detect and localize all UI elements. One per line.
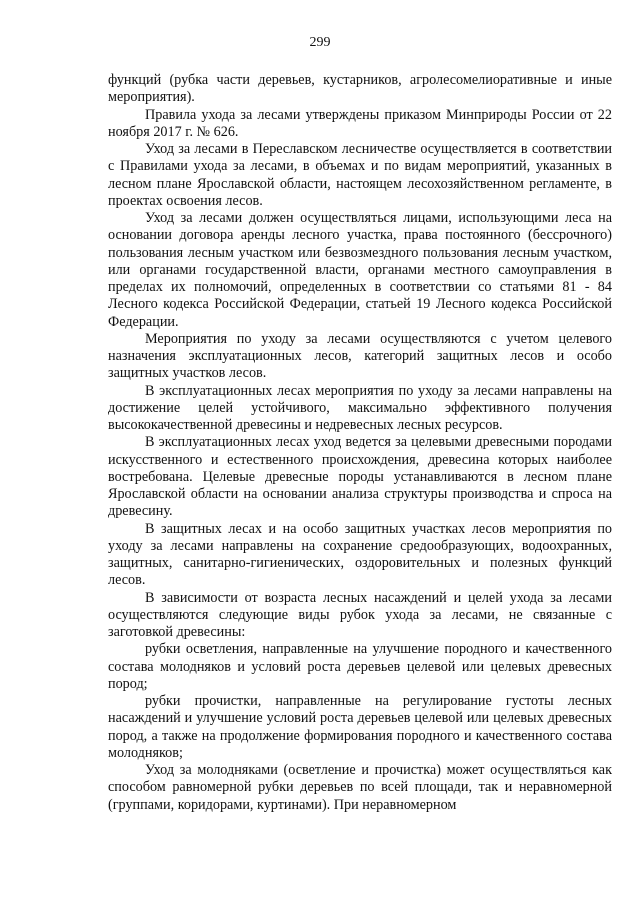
page-number: 299	[309, 35, 331, 50]
paragraph-cleaning-cuts: рубки прочистки, направленные на регулирование густоты лесных насаждений и улучшение условий роста деревьев целевой или целевых древесных пород, а также на продолжение формирования породного и качественного состава молодняков;	[108, 693, 612, 761]
paragraph-exploitation-goals: В эксплуатационных лесах мероприятия по уходу за лесами направлены на достижение целей устойчивого, максимально эффективного получения высококачественной древесины и недревесных лесных ресурсов.	[108, 382, 612, 433]
paragraph-target-species: В эксплуатационных лесах уход ведется за целевыми древесными породами искусственного и естественного происхождения, древесина которых наиболее востребована. Целевые древесные породы устанавливаются в лесном плане Ярославской области на основании анализа структуры производства и спроса на древесину.	[108, 434, 612, 520]
paragraph-responsible-persons: Уход за лесами должен осуществляться лицами, использующими леса на основании договора аренды лесного участка, права постоянного (бессрочного) пользования лесным участком или безвозмездного пользования лесным участком, или органами государственной власти, органами местного самоуправления в пределах их полномочий, определенных в соответствии со статьями 81 - 84 Лесного кодекса Российской Федерации, статьей 19 Лесного кодекса Российской Федерации.	[108, 210, 612, 330]
body-text	[108, 72, 612, 814]
paragraph-pereslavl-forestry: Уход за лесами в Переславском лесничестве осуществляется в соответствии с Правилами ухода за лесами, в объемах и по видам мероприятий, указанных в лесном плане Ярославской области, настоящем лесохозяйственном регламенте, в проектах освоения лесов.	[108, 141, 612, 209]
paragraph-continuation: функций (рубка части деревьев, кустарников, агролесомелиоративные и иные мероприятия).	[108, 72, 612, 106]
paragraph-protective-forests: В защитных лесах и на особо защитных участках лесов мероприятия по уходу за лесами направлены на сохранение средообразующих, водоохранных, защитных, санитарно-гигиенических, оздоровительных и полезных функций лесов.	[108, 520, 612, 589]
paragraph-care-rules: Правила ухода за лесами утверждены приказом Минприроды России от 22 ноября 2017 г. № 626.	[108, 106, 612, 140]
paragraph-target-purpose: Мероприятия по уходу за лесами осуществляются с учетом целевого назначения эксплуатационных лесов, категорий защитных лесов и особо защитных участков лесов.	[108, 330, 612, 382]
paragraph-clearing-cuts: рубки осветления, направленные на улучшение породного и качественного состава молодняков и условий роста деревьев целевой или целевых древесных пород;	[108, 641, 612, 692]
paragraph-cutting-types-intro: В зависимости от возраста лесных насаждений и целей ухода за лесами осуществляются следующие виды рубок ухода за лесами, не связанные с заготовкой древесины:	[108, 589, 612, 640]
paragraph-young-stands-care: Уход за молодняками (осветление и прочистка) может осуществляться как способом равномерной рубки деревьев по всей площади, так и неравномерной (группами, коридорами, куртинами). При неравномерном	[108, 762, 612, 813]
